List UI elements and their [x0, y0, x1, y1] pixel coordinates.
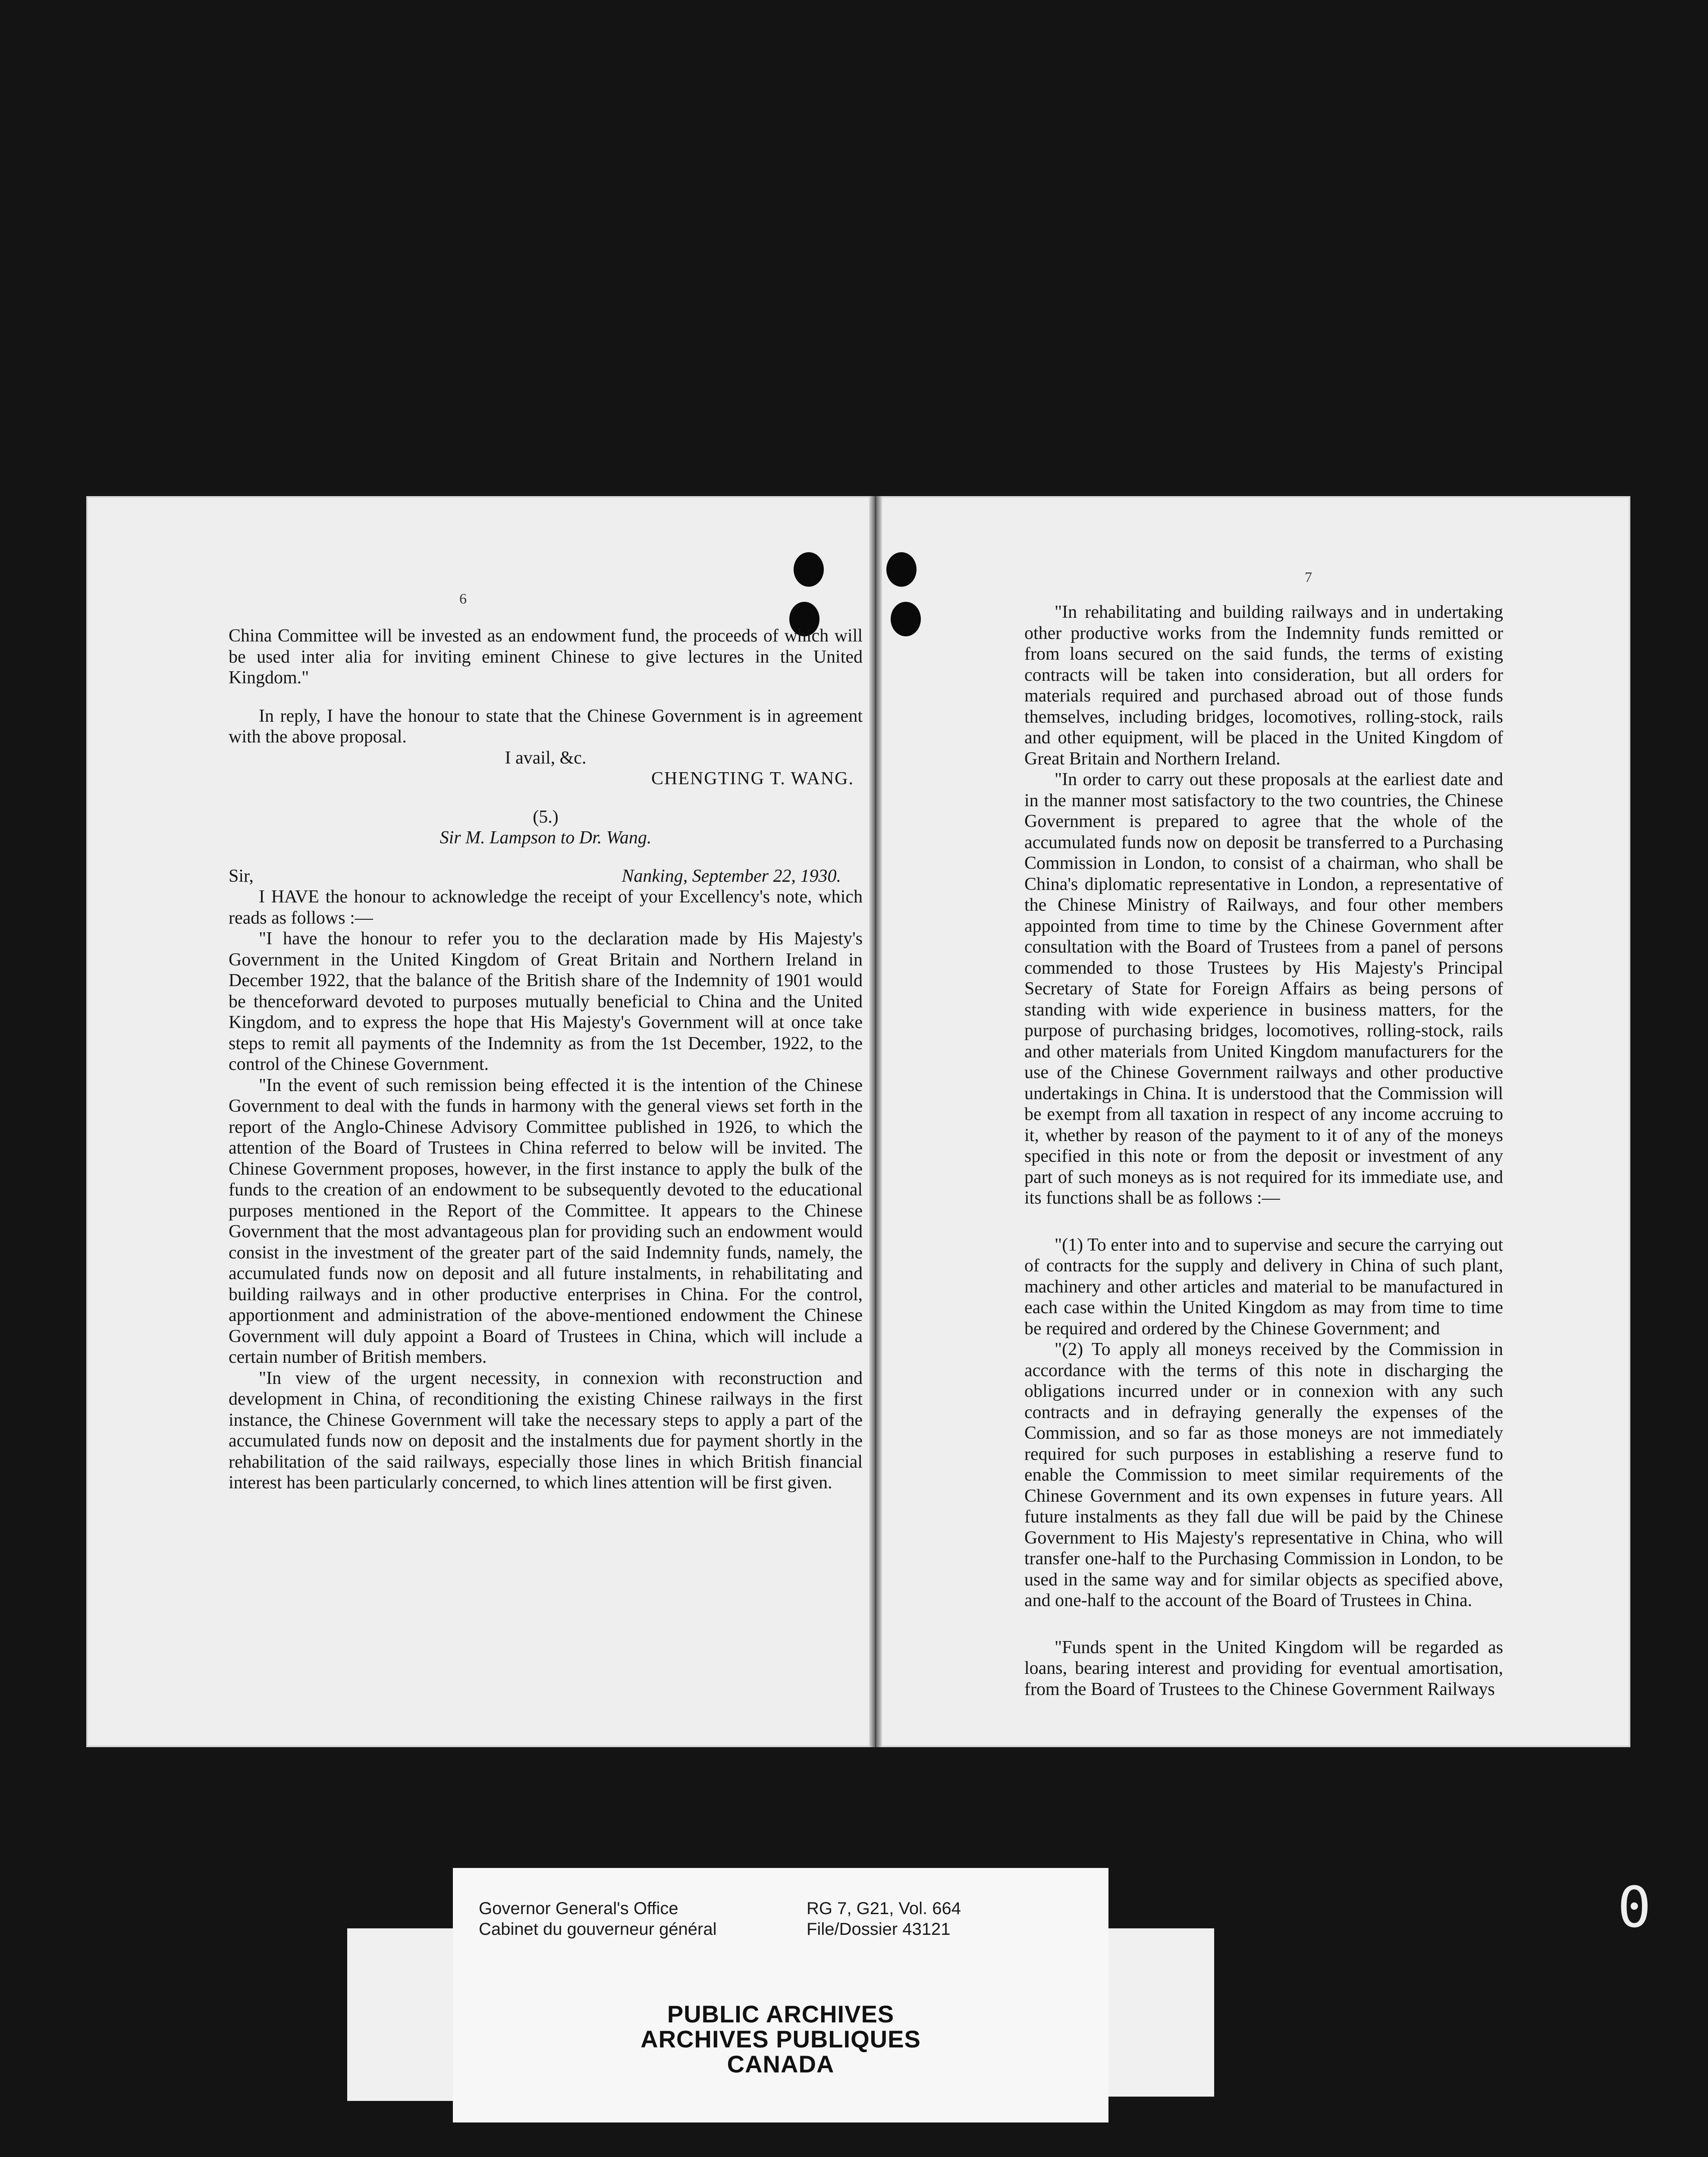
card-tab-right: [1104, 1928, 1214, 2097]
left-text-column: [229, 626, 863, 1494]
card-tab-left: [347, 1928, 459, 2101]
reply-paragraph: In reply, I have the honour to state that the Chinese Government is in agreement with the above proposal.: [229, 706, 863, 747]
body-paragraph: "(2) To apply all moneys received by the Commission in accordance with the terms of this note in discharging the obligations incurred under or in connexion with any such contracts and in defraying generally the expenses of the Commission, and so far as those moneys are not immediately required for such purposes in establishing a reserve fund to enable the Commission to meet similar requirements of the Chinese Government and its own expenses in future years. All future instalments as they fall due will be paid by the Chinese Government to His Majesty's representative in China, who will transfer one-half to the Purchasing Commission in London, to be used in the same way and for similar objects as specified above, and one-half to the account of the Board of Trustees in China.: [1024, 1339, 1503, 1610]
salutation-line: [229, 866, 863, 887]
body-paragraph: I HAVE the honour to acknowledge the receipt of your Excellency's note, which reads as follows :—: [229, 887, 863, 928]
body-paragraph: "In the event of such remission being effected it is the intention of the Chinese Government to deal with the funds in harmony with the general views set forth in the report of the Anglo-Chinese Advisory Committee published in 1926, to which the attention of the Board of Trustees in China referred to below will be invited. The Chinese Government proposes, however, in the first instance to apply the bulk of the funds to the creation of an endowment to be subsequently devoted to the educational purposes mentioned in the Report of the Committee. It appears to the Chinese Government that the most advantageous plan for providing such an endowment would consist in the investment of the greater part of the said Indemnity funds, namely, the accumulated funds now on deposit and all future instalments, in rehabilitating and building railways and in other productive enterprises in China. For the control, apportionment and administration of the above-mentioned endowment the Chinese Government will duly appoint a Board of Trustees in China, which will include a certain number of British members.: [229, 1075, 863, 1367]
archives-stamp: PUBLIC ARCHIVES ARCHIVES PUBLIQUES CANADA: [640, 2000, 921, 2078]
office-french: Cabinet du gouverneur général: [479, 1920, 717, 1939]
salutation: Sir,: [229, 866, 254, 886]
file-number: File/Dossier 43121: [807, 1920, 951, 1939]
right-page: [876, 496, 1630, 1747]
record-group: RG 7, G21, Vol. 664: [807, 1899, 961, 1918]
right-text-column: [1024, 602, 1503, 1700]
body-paragraph: "In order to carry out these proposals at the earliest date and in the manner most satisfactory to the two countries, the Chinese Government is prepared to agree that the whole of the accumulated funds now on deposit be transferred to a Purchasing Commission in London, to consist of a chairman, who shall be China's diplomatic representative in London, a representative of the Chinese Ministry of Railways, and four other members appointed from time to time by the Chinese Government after consultation with the Board of Trustees from a panel of persons commended to those Trustees by His Majesty's Principal Secretary of State for Foreign Affairs as being persons of standing with wide experience in business matters, for the purpose of purchasing bridges, locomotives, rolling-stock, rails and other materials from United Kingdom manufacturers for the use of the Chinese Government railways and other productive undertakings in China. It is understood that the Commission will be exempt from all taxation in respect of any income accruing to it, whether by reason of the payment to it of any of the moneys specified in this note or from the deposit or investment of any part of such moneys as is not required for its immediate use, and its functions shall be as follows :—: [1024, 770, 1503, 1208]
body-paragraph: "In rehabilitating and building railways and in undertaking other productive works from the Indemnity funds remitted or from loans secured on the said funds, the terms of existing contracts will be taken into consideration, but all orders for materials required and purchased abroad out of those funds themselves, including bridges, locomotives, rolling-stock, rails and other equipment, will be placed in the United Kingdom of Great Britain and Northern Ireland.: [1024, 602, 1503, 769]
paper-fastener-holes: [884, 552, 927, 656]
body-paragraph: "Funds spent in the United Kingdom will be regarded as loans, bearing interest and providing for eventual amortisation, from the Board of Trustees to the Chinese Government Railways: [1024, 1637, 1503, 1699]
signature: CHENGTING T. WANG.: [651, 769, 854, 789]
office-english: Governor General's Office: [479, 1899, 678, 1918]
body-paragraph: "In view of the urgent necessity, in connexion with reconstruction and development in China, of reconditioning the existing Chinese railways in the first instance, the Chinese Government will take the necessary steps to apply a part of the accumulated funds now on deposit and the instalments due for payment shortly in the rehabilitation of the said railways, especially those lines in which British financial interest has been particularly concerned, to which lines attention will be first given.: [229, 1368, 863, 1493]
page-number: 6: [459, 591, 467, 607]
document-spread: [86, 496, 1630, 1747]
document-heading: Sir M. Lampson to Dr. Wang.: [440, 828, 652, 848]
page-number: 7: [1305, 569, 1312, 585]
body-paragraph: "(1) To enter into and to supervise and secure the carrying out of contracts for the supply and delivery in China of such plant, machinery and other articles and material to be manufactured in each case within the United Kingdom as may from time to time be required and ordered by the Chinese Government; and: [1024, 1235, 1503, 1339]
document-number: (5.): [533, 807, 559, 827]
archive-card: [453, 1868, 1108, 2122]
body-paragraph: "I have the honour to refer you to the declaration made by His Majesty's Government in the United Kingdom of Great Britain and Northern Ireland in December 1922, that the balance of the British share of the Indemnity of 1901 would be thenceforward devoted to purposes mutually beneficial to China and the United Kingdom, and to express the hope that His Majesty's Government will at once take steps to remit all payments of the Indemnity as from the 1st December, 1922, to the control of the Chinese Government.: [229, 929, 863, 1074]
continuation-paragraph: China Committee will be invested as an endowment fund, the proceeds of which will be used inter alia for inviting eminent Chinese to give lectures in the United Kingdom.": [229, 626, 863, 688]
left-page: [86, 496, 876, 1747]
dateline: Nanking, September 22, 1930.: [622, 866, 841, 886]
closing: I avail, &c.: [505, 748, 587, 768]
frame-mark: 0: [1617, 1874, 1651, 1940]
